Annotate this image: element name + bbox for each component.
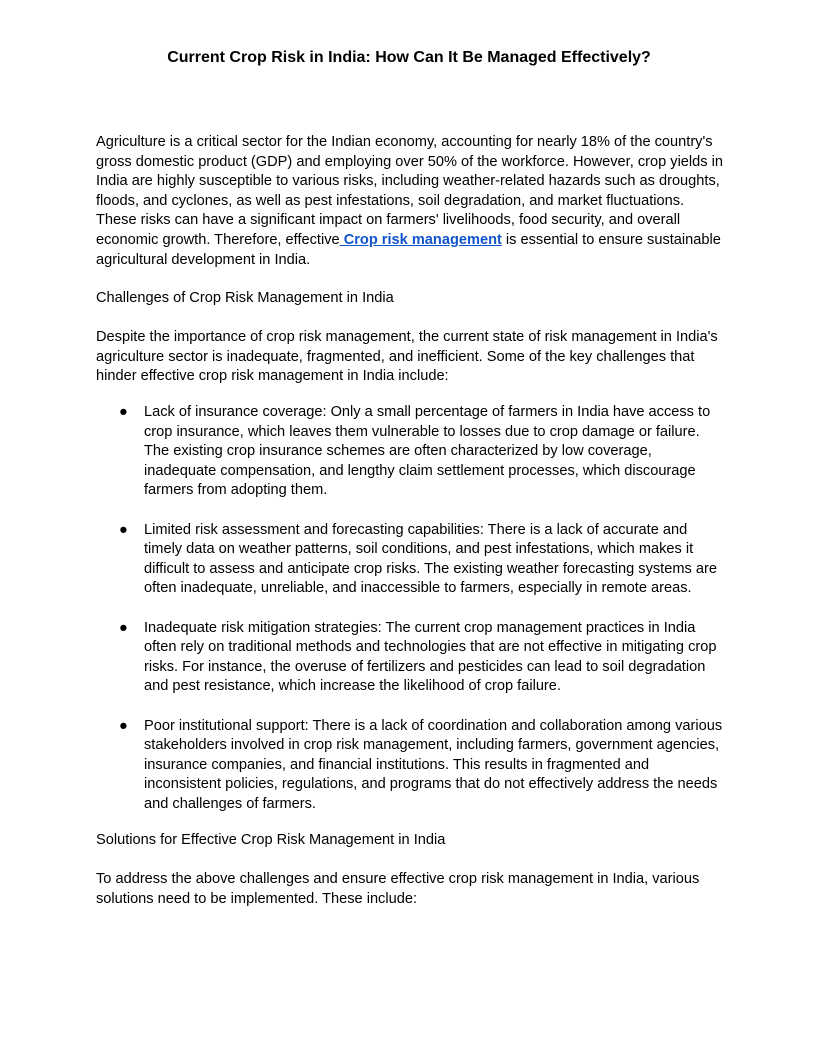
- list-item: [96, 521, 726, 599]
- document-title: Current Crop Risk in India: How Can It Be Managed Effectively?: [167, 49, 651, 66]
- bullet-icon: ●: [119, 404, 128, 420]
- bullet-icon: ●: [119, 717, 128, 734]
- intro-paragraph: [96, 133, 726, 270]
- challenges-heading: Challenges of Crop Risk Management in India: [96, 290, 394, 306]
- solutions-heading: Solutions for Effective Crop Risk Management in India: [96, 832, 446, 848]
- list-item-text: Limited risk assessment and forecasting capabilities: There is a lack of accurate and timely data on weather patterns, soil conditions, and pest infestations, which makes it difficult to assess and anticipate crop risks. The existing weather forecasting systems are often inadequate, unreliable, and inaccessible to farmers, especially in remote areas.: [144, 521, 717, 597]
- intro-text-before-link: Agriculture is a critical sector for the Indian economy, accounting for nearly 18% of the country's gross domestic product (GDP) and employing over 50% of the workforce. However, crop yields in India are highly susceptible to various risks, including weather-related hazards such as droughts, floods, and cyclones, as well as pest infestations, soil degradation, and market fluctuations. These risks can have a significant impact on farmers' livelihoods, food security, and overall economic growth. Therefore, effective: [96, 134, 723, 248]
- list-item: [96, 403, 726, 501]
- list-item: [96, 717, 726, 815]
- list-item: [96, 619, 726, 697]
- bullet-icon: ●: [119, 619, 128, 636]
- bullet-icon: ●: [119, 521, 128, 538]
- challenges-list: [96, 403, 726, 834]
- list-item-text: Lack of insurance coverage: Only a small percentage of farmers in India have access to crop insurance, which leaves them vulnerable to losses due to crop damage or failure. The existing crop insurance schemes are often characterized by low coverage, inadequate compensation, and lengthy claim settlement processes, which discourage farmers from adopting them.: [144, 404, 711, 499]
- solutions-intro-paragraph: To address the above challenges and ensure effective crop risk management in India, various solutions need to be implemented. These include:: [96, 871, 700, 907]
- list-item-text: Inadequate risk mitigation strategies: The current crop management practices in India often rely on traditional methods and technologies that are not effective in mitigating crop risks. For instance, the overuse of fertilizers and pesticides can lead to soil degradation and pest resistance, which increase the likelihood of crop failure.: [144, 619, 717, 695]
- list-item-text: Poor institutional support: There is a lack of coordination and collaboration among various stakeholders involved in crop risk management, including farmers, government agencies, insurance companies, and financial institutions. This results in fragmented and inconsistent policies, regulations, and programs that do not effectively address the needs and challenges of farmers.: [144, 717, 723, 812]
- challenges-intro-paragraph: Despite the importance of crop risk management, the current state of risk management in India's agriculture sector is inadequate, fragmented, and inefficient. Some of the key challenges that hinder effective crop risk management in India include:: [96, 329, 718, 385]
- intro-text-after-link: is essential to ensure sustainable agricultural development in India.: [96, 231, 721, 268]
- crop-risk-management-link[interactable]: Crop risk management: [339, 231, 502, 248]
